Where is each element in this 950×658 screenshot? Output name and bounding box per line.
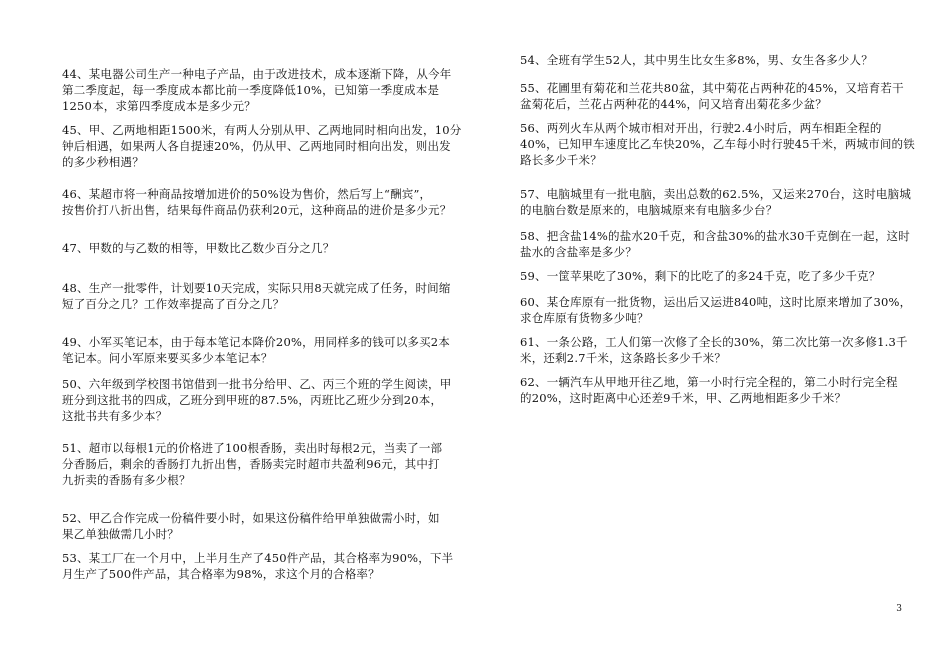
problem-line: 51、超市以每根1元的价格进了100根香肠，卖出时每根2元，当卖了一部 [62, 441, 443, 455]
problem-line: 54、全班有学生52人，其中男生比女生多8%，男、女生各多少人？ [520, 53, 873, 67]
problem-59 [520, 268, 880, 284]
problem-line: 62、一辆汽车从甲地开往乙地，第一小时行完全程的，第二小时行完全程 [520, 375, 898, 389]
problem-50 [62, 376, 451, 424]
problem-45 [62, 122, 461, 170]
problem-line: 45、甲、乙两地相距1500米，有两人分别从甲、乙两地同时相向出发，10分 [62, 123, 462, 137]
problem-51 [62, 440, 442, 488]
problem-56 [520, 120, 915, 168]
problem-60 [520, 294, 911, 326]
problem-line: 56、两列火车从两个城市相对开出，行驶2.4小时后，两车相距全程的 [520, 121, 882, 135]
problem-line: 果乙单独做需几小时？ [62, 527, 179, 541]
problem-line: 50、六年级到学校图书馆借到一批书分给甲、乙、丙三个班的学生阅读，甲 [62, 377, 452, 391]
problem-line: 的电脑台数是原来的，电脑城原来有电脑多少台？ [520, 203, 778, 217]
problem-line: 盐水的含盐率是多少？ [520, 245, 637, 259]
problem-48 [62, 280, 451, 312]
problem-line: 49、小军买笔记本，由于每本笔记本降价20%，用同样多的钱可以多买2本 [62, 335, 451, 349]
problem-44 [62, 66, 451, 114]
problem-line: 月生产了500件产品，其合格率为98%，求这个月的合格率？ [62, 567, 380, 581]
problem-line: 60、某仓库原有一批货物，运出后又运进840吨，这时比原来增加了30%， [520, 295, 912, 309]
problem-line: 46、某超市将一种商品按增加进价的50%设为售价，然后写上“酬宾”， [62, 187, 432, 201]
problem-line: 这批书共有多少本？ [62, 409, 168, 423]
problem-49 [62, 334, 450, 366]
problem-47 [62, 240, 334, 256]
problem-46 [62, 186, 451, 218]
problem-53 [62, 550, 453, 582]
problem-52 [62, 510, 440, 542]
problem-61 [520, 334, 908, 366]
problem-line: 盆菊花后，兰花占两种花的44%，问又培育出菊花多少盆？ [520, 97, 827, 111]
problem-line: 的多少秒相遇？ [62, 155, 144, 169]
problem-62 [520, 374, 898, 406]
problem-line: 55、花圃里有菊花和兰花共80盆，其中菊花占两种花的45%，又培育若干 [520, 81, 904, 95]
problem-line: 44、某电器公司生产一种电子产品，由于改进技术，成本逐渐下降，从今年 [62, 67, 452, 81]
problem-line: 按售价打八折出售，结果每件商品仍获利20元，这种商品的进价是多少元？ [62, 203, 452, 217]
problem-line: 52、甲乙合作完成一份稿件要小时，如果这份稿件给甲单独做需小时，如 [62, 511, 440, 525]
problem-line: 班分到这批书的四成，乙班分到甲班的87.5%，丙班比乙班少分到20本， [62, 393, 443, 407]
problem-line: 求仓库原有货物多少吨？ [520, 311, 649, 325]
problem-55 [520, 80, 904, 112]
problem-line: 钟后相遇，如果两人各自提速20%，仍从甲、乙两地同时相向出发，则出发 [62, 139, 451, 153]
problem-line: 1250本，求第四季度成本是多少元？ [62, 99, 256, 113]
problem-line: 47、甲数的与乙数的相等，甲数比乙数少百分之几？ [62, 241, 335, 255]
problem-line: 57、电脑城里有一批电脑，卖出总数的62.5%，又运来270台，这时电脑城 [520, 187, 912, 201]
problem-line: 路长多少千米？ [520, 153, 602, 167]
problem-54 [520, 52, 873, 68]
problem-line: 分香肠后，剩余的香肠打九折出售，香肠卖完时超市共盈利96元，其中打 [62, 457, 440, 471]
problem-line: 第二季度起，每一季度成本都比前一季度降低10%，已知第一季度成本是 [62, 83, 440, 97]
page-number: 3 [896, 604, 902, 614]
problem-line: 笔记本。问小军原来要买多少本笔记本？ [62, 351, 273, 365]
problem-line: 58、把含盐14%的盐水20千克，和含盐30%的盐水30千克倒在一起，这时 [520, 229, 910, 243]
problem-line: 米，还剩2.7千米，这条路长多少千米？ [520, 351, 727, 365]
problem-line: 48、生产一批零件，计划要10天完成，实际只用8天就完成了任务，时间缩 [62, 281, 451, 295]
problem-line: 53、某工厂在一个月中，上半月生产了450件产品，其合格率为90%，下半 [62, 551, 454, 565]
problem-line: 59、一筐苹果吃了30%，剩下的比吃了的多24千克，吃了多少千克？ [520, 269, 881, 283]
problem-line: 短了百分之几？工作效率提高了百分之几？ [62, 297, 285, 311]
problem-58 [520, 228, 910, 260]
problem-line: 的20%，这时距离中心还差9千米，甲、乙两地相距多少千米？ [520, 391, 847, 405]
problem-line: 61、一条公路，工人们第一次修了全长的30%，第二次比第一次多修1.3千 [520, 335, 908, 349]
problem-57 [520, 186, 911, 218]
problem-line: 40%，已知甲车速度比乙车快20%，乙车每小时行驶45千米，两城市间的铁 [520, 137, 915, 151]
problem-line: 九折卖的香肠有多少根？ [62, 473, 191, 487]
